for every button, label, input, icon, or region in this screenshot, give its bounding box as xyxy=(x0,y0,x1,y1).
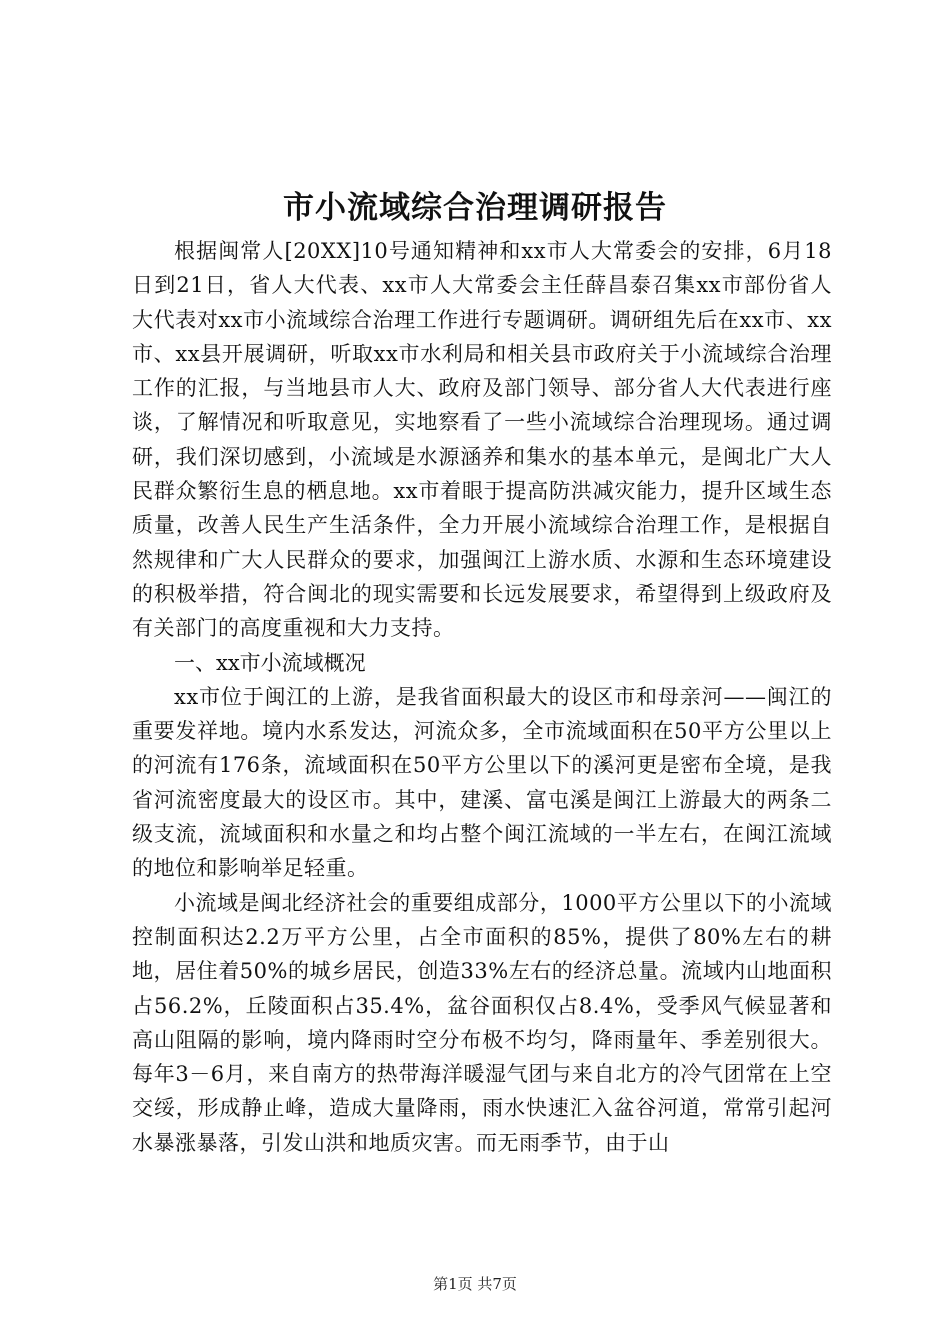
document-body xyxy=(132,234,832,1160)
section-heading-overview: 一、xx市小流域概况 xyxy=(174,650,366,675)
page-number-footer: 第1页 共7页 xyxy=(433,1275,517,1293)
paragraph-small-watershed: 小流域是闽北经济社会的重要组成部分，1000平方公里以下的小流域控制面积达2.2万平方公里，占全市面积的85%，提供了80%左右的耕地，居住着50%的城乡居民，创造33%左右的经济总量。流域内山地面积占56.2%，丘陵面积占35.4%，盆谷面积仅占8.4%，受季风气候显著和高山阻隔的影响，境内降雨时空分布极不均匀，降雨量年、季差别很大。每年3－6月，来自南方的热带海洋暖湿气团与来自北方的冷气团常在上空交绥，形成静止峰，造成大量降雨，雨水快速汇入盆谷河道，常常引起河水暴涨暴落，引发山洪和地质灾害。而无雨季节，由于山 xyxy=(132,890,832,1155)
paragraph-intro: 根据闽常人[20XX]10号通知精神和xx市人大常委会的安排，6月18日到21日，省人大代表、xx市人大常委会主任薛昌泰召集xx市部份省人大代表对xx市小流域综合治理工作进行专题调研。调研组先后在xx市、xx市、xx县开展调研，听取xx市水利局和相关县市政府关于小流域综合治理工作的汇报，与当地县市人大、政府及部门领导、部分省人大代表进行座谈，了解情况和听取意见，实地察看了一些小流域综合治理现场。通过调研，我们深切感到，小流域是水源涵养和集水的基本单元，是闽北广大人民群众繁衍生息的栖息地。xx市着眼于提高防洪减灾能力，提升区域生态质量，改善人民生产生活条件，全力开展小流域综合治理工作，是根据自然规律和广大人民群众的要求，加强闽江上游水质、水源和生态环境建设的积极举措，符合闽北的现实需要和长远发展要求，希望得到上级政府及有关部门的高度重视和大力支持。 xyxy=(132,239,832,641)
paragraph-location: xx市位于闽江的上游，是我省面积最大的设区市和母亲河——闽江的重要发祥地。境内水系发达，河流众多，全市流域面积在50平方公里以上的河流有176条，流域面积在50平方公里以下的溪河更是密布全境，是我省河流密度最大的设区市。其中，建溪、富屯溪是闽江上游最大的两条二级支流，流域面积和水量之和均占整个闽江流域的一半左右，在闽江流域的地位和影响举足轻重。 xyxy=(132,684,832,881)
document-title: 市小流域综合治理调研报告 xyxy=(283,190,667,226)
